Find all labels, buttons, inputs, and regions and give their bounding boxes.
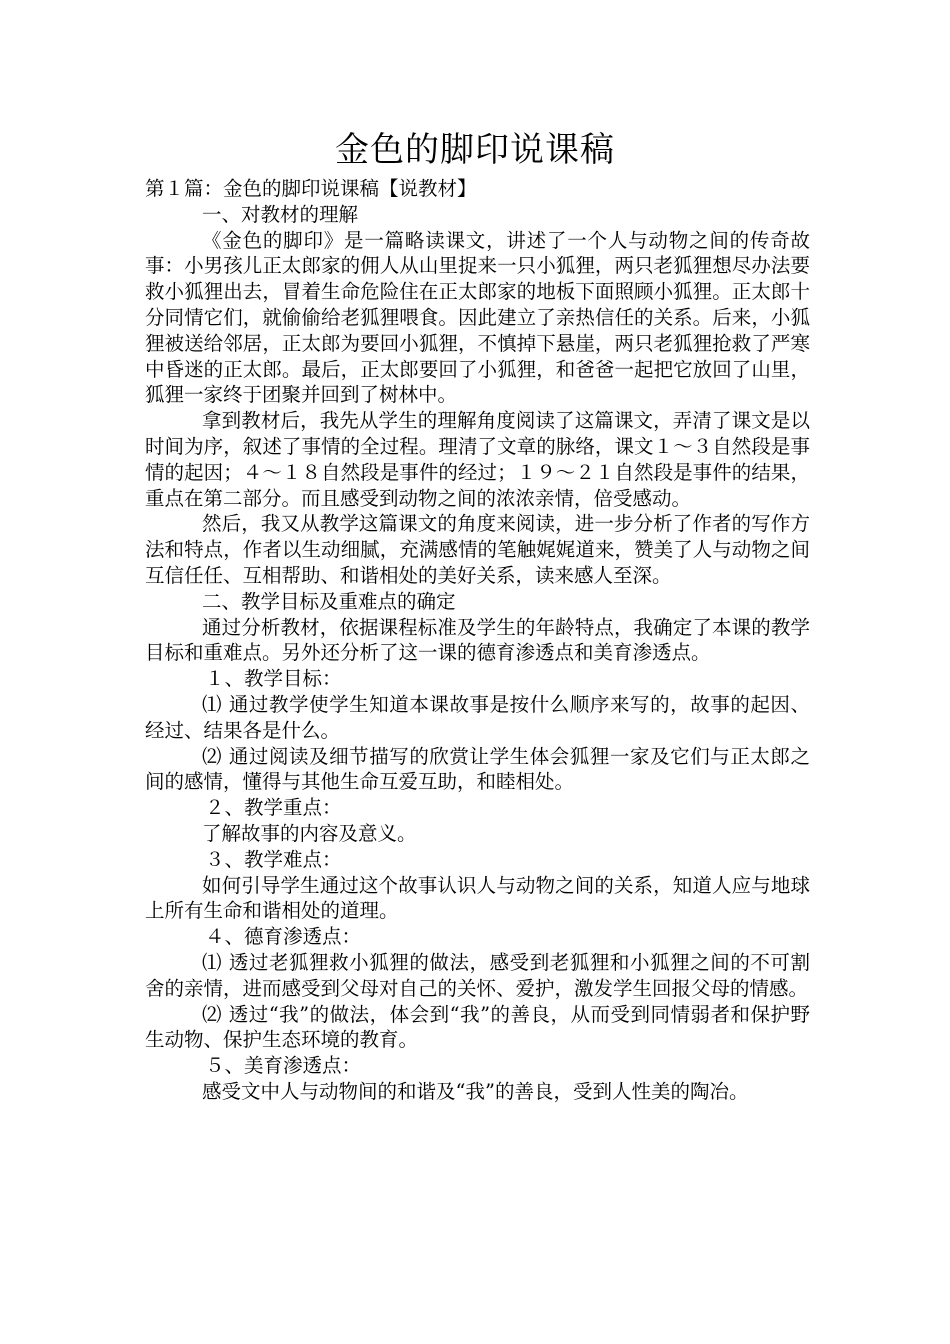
subsection-heading: ３、教学难点： [205,847,342,871]
subsection-heading: ４、德育渗透点： [205,925,362,949]
subsection-heading: ５、美育渗透点： [205,1054,362,1078]
subsection-heading: １、教学目标： [205,667,342,691]
article-heading: 第１篇：金色的脚印说课稿【说教材】 [145,177,477,200]
list-item: ⑵ 通过阅读及细节描写的欣赏让学生体会狐狸一家及它们与正太郎之间的感情，懂得与其他生命互爱互助，和睦相处。 [145,744,810,794]
paragraph: 如何引导学生通过这个故事认识人与动物之间的关系，知道人应与地球上所有生命和谐相处的道理。 [145,873,810,923]
subsection-heading: ２、教学重点： [205,796,342,820]
paragraph: 通过分析教材，依据课程标准及学生的年龄特点，我确定了本课的教学目标和重难点。另外还分析了这一课的德育渗透点和美育渗透点。 [145,615,810,665]
section-heading: 二、教学目标及重难点的确定 [202,589,456,613]
list-item: ⑴ 通过教学使学生知道本课故事是按什么顺序来写的，故事的起因、经过、结果各是什么。 [145,692,810,742]
paragraph: 拿到教材后，我先从学生的理解角度阅读了这篇课文，弄清了课文是以时间为序，叙述了事情的全过程。理清了文章的脉络，课文１～３自然段是事情的起因；４～１８自然段是事件的经过；１９～２１自然段是事件的结果，重点在第二部分。而且感受到动物之间的浓浓亲情，倍受感动。 [145,409,810,510]
paragraph: 感受文中人与动物间的和谐及“我”的善良，受到人性美的陶冶。 [202,1079,749,1103]
paragraph: 然后，我又从教学这篇课文的角度来阅读，进一步分析了作者的写作方法和特点，作者以生动细腻，充满感情的笔触娓娓道来，赞美了人与动物之间互信任任、互相帮助、和谐相处的美好关系，读来感人至深。 [145,512,810,587]
paragraph: 《金色的脚印》是一篇略读课文，讲述了一个人与动物之间的传奇故事：小男孩儿正太郎家的佣人从山里捉来一只小狐狸，两只老狐狸想尽办法要救小狐狸出去，冒着生命危险住在正太郎家的地板下面照顾小狐狸。正太郎十分同情它们，就偷偷给老狐狸喂食。因此建立了亲热信任的关系。后来，小狐狸被送给邻居，正太郎为要回小狐狸，不慎掉下悬崖，两只老狐狸抢救了严寒中昏迷的正太郎。最后，正太郎要回了小狐狸，和爸爸一起把它放回了山里，狐狸一家终于团聚并回到了树林中。 [145,228,810,407]
section-heading: 一、对教材的理解 [202,202,359,226]
list-item: ⑵ 透过“我”的做法，体会到“我”的善良，从而受到同情弱者和保护野生动物、保护生态环境的教育。 [145,1002,810,1052]
paragraph: 了解故事的内容及意义。 [202,821,417,845]
document-title: 金色的脚印说课稿 [335,130,615,170]
list-item: ⑴ 透过老狐狸救小狐狸的做法，感受到老狐狸和小狐狸之间的不可割舍的亲情，进而感受到父母对自己的关怀、爱护，激发学生回报父母的情感。 [145,950,810,1000]
document-body [145,176,810,1105]
